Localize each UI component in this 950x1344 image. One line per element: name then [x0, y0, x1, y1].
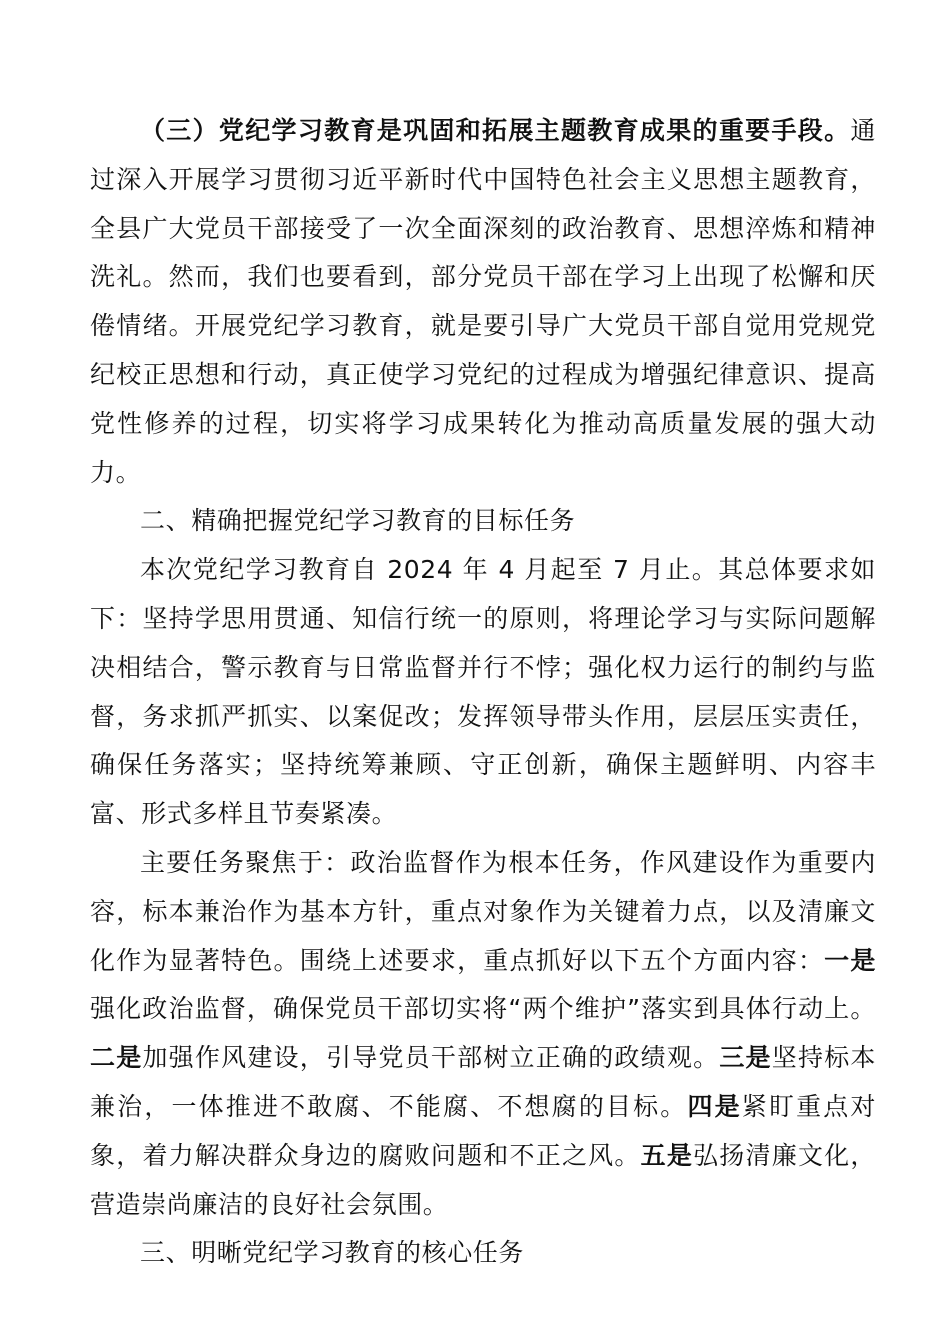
- paragraph-consolidation: [90, 107, 876, 497]
- task-text-3: 坚持标本兼治，一体推进不敢腐、不能腐、不想腐的目标。: [90, 1043, 877, 1121]
- paragraph-main-tasks: [90, 839, 876, 1229]
- task-marker-5: 五是: [640, 1140, 694, 1170]
- task-text-4: 紧盯重点对象，着力解决群众身边的腐败问题和不正之风。: [90, 1091, 877, 1170]
- task-text-5: 弘扬清廉文化，营造崇尚廉洁的良好社会氛围。: [90, 1140, 876, 1219]
- section-heading-three: 三、明晰党纪学习教育的核心任务: [140, 1238, 525, 1268]
- task-marker-3: 三是: [719, 1043, 772, 1073]
- task-marker-4: 四是: [687, 1091, 742, 1121]
- task-marker-1: 一是: [824, 945, 876, 975]
- paragraph-lead-heading: （三）党纪学习教育是巩固和拓展主题教育成果的重要手段。: [140, 116, 851, 145]
- task-text-1: 强化政治监督，确保党员干部切实将“两个维护”落实到具体行动上。: [90, 994, 876, 1024]
- task-marker-2: 二是: [90, 1043, 143, 1073]
- task-text-2: 加强作风建设，引导党员干部树立正确的政绩观。: [142, 1043, 720, 1073]
- paragraph-general-requirements: 本次党纪学习教育自 2024 年 4 月起至 7 月止。其总体要求如下：坚持学思用贯通、知信行统一的原则，将理论学习与实际问题解决相结合，警示教育与日常监督并行不悖；强化权力运行的制约与监督，务求抓严抓实、以案促改；发挥领导带头作用，层层压实责任，确保任务落实；坚持统筹兼顾、守正创新，确保主题鲜明、内容丰富、形式多样且节奏紧凑。: [90, 555, 876, 829]
- section-heading-two: 二、精确把握党纪学习教育的目标任务: [140, 506, 576, 536]
- paragraph-body: 通过深入开展学习贯彻习近平新时代中国特色社会主义思想主题教育，全县广大党员干部接受了一次全面深刻的政治教育、思想淬炼和精神洗礼。然而，我们也要看到，部分党员干部在学习上出现了松懈和厌倦情绪。开展党纪学习教育，就是要引导广大党员干部自觉用党规党纪校正思想和行动，真正使学习党纪的过程成为增强纪律意识、提高党性修养的过程，切实将学习成果转化为推动高质量发展的强大动力。: [90, 116, 876, 487]
- paragraph-intro: 主要任务聚焦于：政治监督作为根本任务，作风建设作为重要内容，标本兼治作为基本方针，重点对象作为关键着力点，以及清廉文化作为显著特色。围绕上述要求，重点抓好以下五个方面内容：: [90, 847, 876, 975]
